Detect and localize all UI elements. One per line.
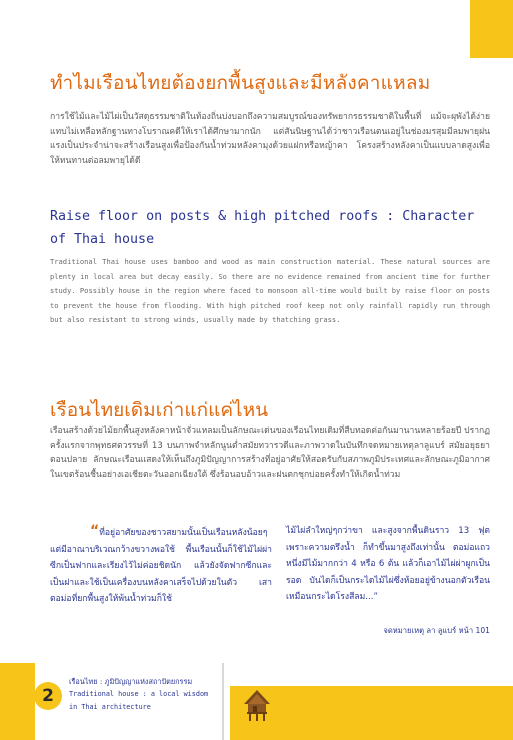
footer-title-english-2: in Thai architecture <box>69 702 151 711</box>
thai-house-icon <box>242 688 272 722</box>
header-accent-block <box>470 0 513 58</box>
heading-english: Raise floor on posts & high pitched roofs : Character of Thai house <box>50 209 475 247</box>
footer-title <box>69 676 229 713</box>
heading-thai-2: เรือนไทยเดิมเก่าแก่แค่ไหน <box>50 399 269 421</box>
paragraph-thai-2: เรือนสร้างด้วยไม้ยกพื้นสูงหลังคาหน้าจั่วแหลมเป็นลักษณะเด่นของเรือนไทยเดิมที่สืบทอดต่อกันมานานหลายร้อยปี ปรากฏครั้งแรกจากพุทธศตวรรษที่ 13 บนภาพจำหลักนูนต่ำสมัยทวารวดีและภาพวาดในบันทึกจดหมายเหตุลาลูแบร์ สมัยอยุธยาตอนปลาย ลักษณะเรือนแสดงให้เห็นถึงภูมิปัญญาการสร้างที่อยู่อาศัยให้สอดรับกับสภาพภูมิประเทศและลักษณะภูมิอากาศในเขตร้อนชื้นอย่างเอเชียตะวันออกเฉียงใต้ ซึ่งร้อนอบอ้าวและฝนตกชุกบ่อยครั้งทำให้เกิดน้ำท่วม <box>50 426 490 480</box>
paragraph-english: Traditional Thai house uses bamboo and wood as main construction material. These natural sources are plenty in local area but decay easily. So there are no evidence remained from ancient time for further study. Possibly house in the region where faced to monsoon all-time would built by raise floor on posts to prevent the house from flooding. With high pitched roof keep not only rainfall rapidly run through but also resistant to strong winds, usually made by thatching grass. <box>50 257 490 325</box>
quote-mark: “ <box>90 523 100 539</box>
quote-left-text: ที่อยู่อาศัยของชาวสยามนั้นเป็นเรือนหลังน้อยๆ แต่มีอาณาบริเวณกว้างขวางพอใช้ พื้นเรือนนั้นก็ใช้ไม้ไผ่ผ่าซีกเป็นฟากและเรียงไว้ไม่ค่อยชิดนัก แล้วยังจัดฟากซีกและเป็นฝาและใช้เป็นเครื่องบนหลังคาเสร็จไปด้วยในตัว เสาตอม่อที่ยกพื้นสูงให้พ้นน้ำท่วมก็ใช้ <box>50 528 272 604</box>
quote-left-column <box>50 523 272 608</box>
footer-title-english-1: Traditional house : a local wisdom <box>69 690 209 699</box>
page-number: 2 <box>34 682 62 710</box>
footer-accent-right <box>230 686 513 740</box>
heading-thai-1: ทำไมเรือนไทยต้องยกพื้นสูงและมีหลังคาแหลม <box>50 72 431 94</box>
header-band <box>0 0 470 58</box>
quote-source: จดหมายเหตุ ลา ลูแบร์ หน้า 101 <box>383 626 490 635</box>
quote-right-column: ไม้ไผ่ลำใหญ่ๆกว่าขา และสูงจากพื้นดินราว 13 ฟุต เพราะความตรึงน้ำ ก็ทำขึ้นมาสูงถึงเท่านั้น ตอม่อแถวหนึ่งมีไม้มากกว่า 4 หรือ 6 ต้น แล้วก็เอาไม้ไผ่ผ่าผูกเป็นรอด บันไดก็เป็นกระไดไม้ไผ่ซึ่งห้อยอยู่ข้างนอกตัวเรือนเหมือนกระไดโรงสีลม...” <box>286 526 490 602</box>
paragraph-thai-1: การใช้ไม้และไม้ไผ่เป็นวัสดุธรรมชาติในท้องถิ่นบ่งบอกถึงความสมบูรณ์ของทรัพยากรธรรมชาติในพื้นที่ แม้จะผุพังได้ง่ายแทบไม่เหลือหลักฐานทางโบราณคดีให้เราได้ศึกษามากนัก แต่สันนิษฐานได้ว่าชาวเรือนตนเอยู่ในช่องมรสุมมีลมพายุฝนแรงเป็นประจำน่าจะสร้างเรือนสูงเพื่อป้องกันน้ำท่วมหลังคามุงด้วยแฝกหรือหญ้าคา โครงสร้างหลังคาเป็นแบบลาดสูงเพื่อให้ทนทานต่อลมพายุได้ดี <box>50 112 490 166</box>
footer-title-thai: เรือนไทย : ภูมิปัญญาแห่งสถาปัตยกรรม <box>69 677 193 686</box>
footer-accent-left <box>0 663 35 740</box>
